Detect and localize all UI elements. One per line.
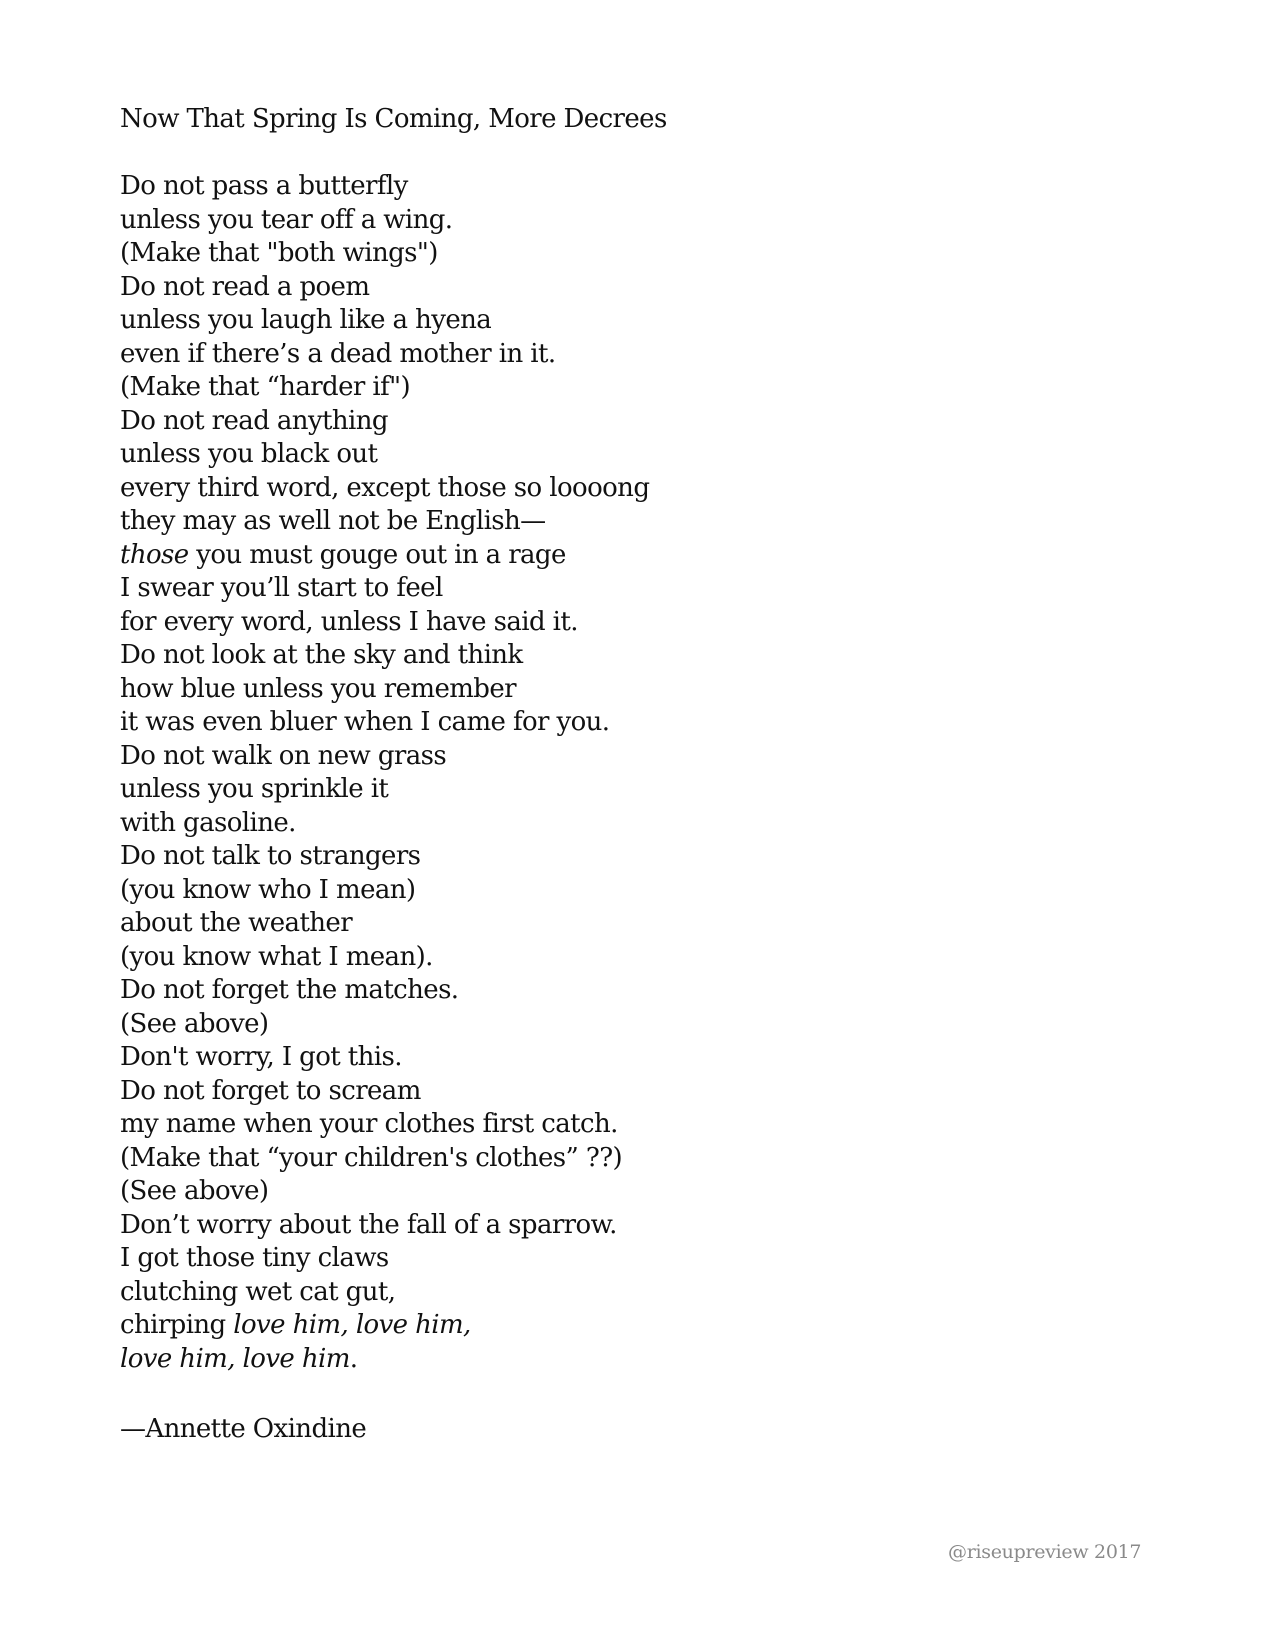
poem-line [120, 606, 649, 640]
poem-line-text: chirping [120, 1310, 234, 1340]
poem-line [120, 639, 649, 673]
poem-line [120, 472, 649, 506]
poem-line-text: unless you laugh like a hyena [120, 305, 492, 335]
poem-line [120, 1142, 649, 1176]
poem-line-italic: those [120, 539, 189, 570]
poem-line [120, 338, 649, 372]
poem-line [120, 1075, 649, 1109]
poem-line-italic: love him, love him [120, 1343, 350, 1374]
poem-line [120, 773, 649, 807]
poem-line [120, 237, 649, 271]
poem-line [120, 1209, 649, 1243]
poem-line [120, 438, 649, 472]
poem-line-text: clutching wet cat gut, [120, 1276, 396, 1307]
poem-line-text: every third word, except those so loooong [120, 472, 650, 503]
poem-line [120, 974, 649, 1008]
poem-body [120, 170, 649, 1376]
poem-line [120, 539, 649, 573]
poem-line-text: Do not forget the matches. [120, 975, 459, 1005]
poem-line [120, 304, 649, 338]
poem-line [120, 204, 649, 238]
poem-line [120, 673, 649, 707]
poem-line-text: Do not pass a butterfly [120, 171, 408, 201]
poem-line-text: for every word, unless I have said it. [120, 606, 578, 637]
poem-line-text: how blue unless you remember [120, 673, 516, 704]
poem-line-text: unless you black out [120, 439, 378, 469]
poem-line-text: Do not walk on new grass [120, 740, 447, 771]
publication-credit: @riseupreview 2017 [948, 1541, 1142, 1563]
poem-line-text: unless you tear off a wing. [120, 204, 453, 235]
poem-line-text: (Make that "both wings") [120, 238, 438, 268]
poem-line-italic: love him, love him, [233, 1310, 471, 1340]
poem-line-text: Do not look at the sky and think [120, 640, 523, 670]
poem-line-text: my name when your clothes first catch. [120, 1109, 618, 1139]
poem-line-text: Do not read anything [120, 405, 388, 436]
poem-line [120, 1343, 649, 1377]
poem-line [120, 740, 649, 774]
poem-line [120, 1108, 649, 1142]
poem-line-text: (Make that “your children's clothes” ??) [120, 1142, 623, 1173]
poem-line [120, 1309, 649, 1343]
poem-line [120, 907, 649, 941]
poem-line [120, 941, 649, 975]
poem-line-text: Do not read a poem [120, 271, 370, 302]
poem-line [120, 1041, 649, 1075]
poem-line [120, 1175, 649, 1209]
poem-line-text: unless you sprinkle it [120, 774, 389, 804]
poem-line [120, 807, 649, 841]
poem-line-text: (See above) [120, 1008, 269, 1039]
poem-line [120, 405, 649, 439]
poem-line [120, 1276, 649, 1310]
poem-line-text: Don't worry, I got this. [120, 1042, 402, 1072]
poem-line [120, 505, 649, 539]
poem-line-text: (you know what I mean). [120, 941, 433, 972]
poem-line [120, 572, 649, 606]
poem-line [120, 706, 649, 740]
poem-author: —Annette Oxindine [120, 1414, 367, 1444]
poem-line-text: it was even bluer when I came for you. [120, 707, 610, 737]
poem-line [120, 170, 649, 204]
poem-line-text: even if there’s a dead mother in it. [120, 338, 556, 369]
poem-line-text: about the weather [120, 908, 353, 938]
poem-line [120, 371, 649, 405]
poem-line-text: Don’t worry about the fall of a sparrow. [120, 1209, 617, 1240]
poem-line [120, 840, 649, 874]
poem-line [120, 1008, 649, 1042]
poem-line-text: . [349, 1343, 358, 1374]
poem-line-text: Do not talk to strangers [120, 841, 421, 871]
poem-line-text: Do not forget to scream [120, 1075, 421, 1106]
poem-title: Now That Spring Is Coming, More Decrees [120, 104, 667, 134]
poem-line-text: with gasoline. [120, 807, 296, 838]
poem-line-text: I got those tiny claws [120, 1243, 389, 1273]
poem-line [120, 874, 649, 908]
poem-line-text: I swear you’ll start to feel [120, 573, 443, 603]
poem-line-text: they may as well not be English— [120, 506, 546, 536]
poem-line [120, 271, 649, 305]
poem-line-text: (See above) [120, 1176, 269, 1206]
poem-line-text: (Make that “harder if") [120, 372, 411, 402]
poem-line-text: you must gouge out in a rage [188, 539, 566, 570]
poem-line-text: (you know who I mean) [120, 874, 416, 905]
poem-line [120, 1242, 649, 1276]
